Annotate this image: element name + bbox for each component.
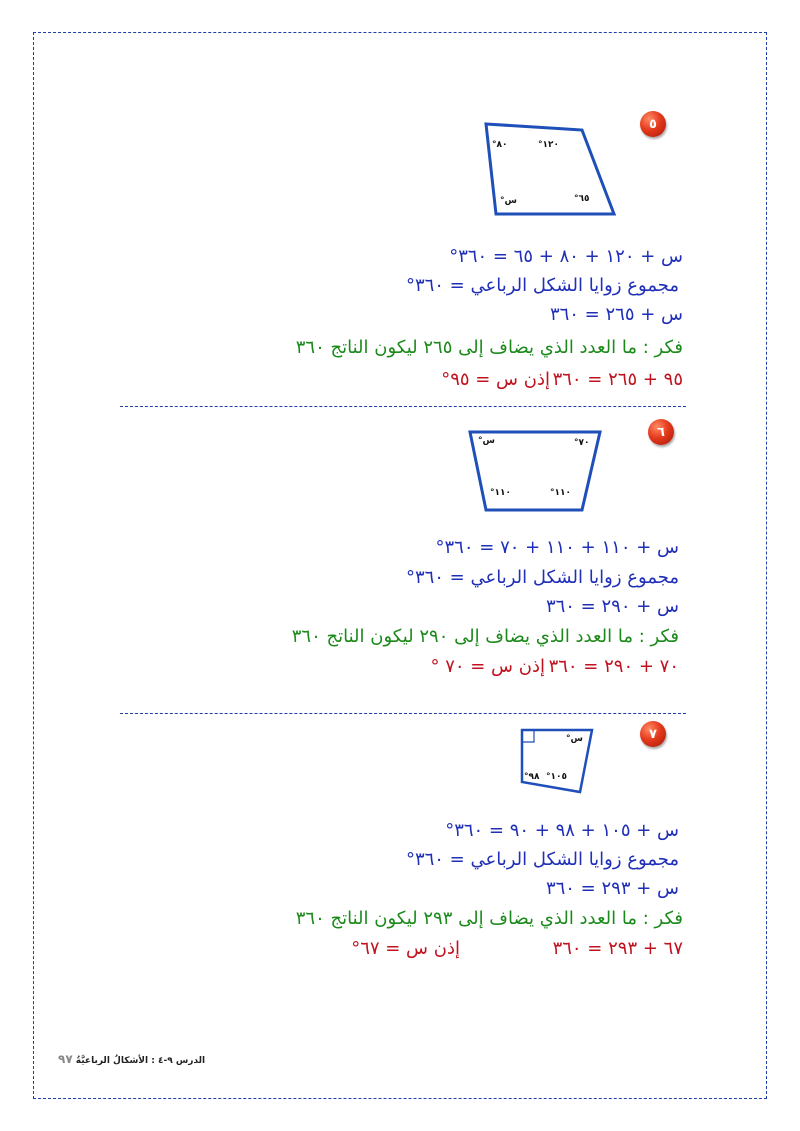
angle-label: س° xyxy=(566,734,583,744)
quadrilateral-figure xyxy=(466,428,606,518)
answer-line: إذن س = ٦٧° xyxy=(351,938,460,959)
problem-number-badge: ٧ xyxy=(640,721,666,747)
problem-number-badge: ٥ xyxy=(640,111,666,137)
think-line: فكر : ما العدد الذي يضاف إلى ٢٦٥ ليكون الناتج ٣٦٠ xyxy=(295,337,683,358)
page-footer xyxy=(58,1052,205,1066)
section-divider xyxy=(120,713,686,714)
angle-label: ١٢٠° xyxy=(538,140,559,150)
angle-label: ٩٨° xyxy=(524,772,540,782)
problem-number-badge: ٦ xyxy=(648,419,674,445)
equation-line: س + ١١٠ + ١١٠ + ٧٠ = ٣٦٠° xyxy=(435,537,679,558)
angle-sum-line: مجموع زوايا الشكل الرباعي = ٣٦٠° xyxy=(405,567,679,588)
page-number: ٩٧ xyxy=(58,1052,73,1066)
angle-label: ١١٠° xyxy=(490,488,511,498)
angle-label: س° xyxy=(478,436,495,446)
angle-label: ٨٠° xyxy=(492,140,508,150)
check-line: ٩٥ + ٢٦٥ = ٣٦٠ xyxy=(552,369,683,390)
angle-sum-line: مجموع زوايا الشكل الرباعي = ٣٦٠° xyxy=(405,849,679,870)
section-divider xyxy=(120,406,686,407)
equation-line: س + ١٠٥ + ٩٨ + ٩٠ = ٣٦٠° xyxy=(445,820,679,841)
angle-sum-line: مجموع زوايا الشكل الرباعي = ٣٦٠° xyxy=(405,275,679,296)
check-line: ٦٧ + ٢٩٣ = ٣٦٠ xyxy=(552,938,683,959)
angle-label: س° xyxy=(500,196,517,206)
angle-label: ٧٠° xyxy=(574,438,590,448)
answer-line: إذن س = ٧٠ ° xyxy=(430,656,545,677)
check-line: ٧٠ + ٢٩٠ = ٣٦٠ xyxy=(548,656,679,677)
quadrilateral-figure xyxy=(518,726,598,796)
answer-line: إذن س = ٩٥° xyxy=(441,369,550,390)
equation-line: س + ٢٦٥ = ٣٦٠ xyxy=(549,304,683,325)
think-line: فكر : ما العدد الذي يضاف إلى ٢٩٠ ليكون الناتج ٣٦٠ xyxy=(291,626,679,647)
lesson-title: الدرس ٩-٤ : الأشكالُ الرباعيَّةُ xyxy=(75,1056,206,1066)
equation-line: س + ٢٩٣ = ٣٦٠ xyxy=(545,878,679,899)
equation-line: س + ٢٩٠ = ٣٦٠ xyxy=(545,596,679,617)
angle-label: ١٠٥° xyxy=(546,772,567,782)
quadrilateral-figure xyxy=(482,118,622,218)
angle-label: ٦٥° xyxy=(574,194,590,204)
equation-line: س + ١٢٠ + ٨٠ + ٦٥ = ٣٦٠° xyxy=(449,246,683,267)
think-line: فكر : ما العدد الذي يضاف إلى ٢٩٣ ليكون الناتج ٣٦٠ xyxy=(295,908,683,929)
angle-label: ١١٠° xyxy=(550,488,571,498)
